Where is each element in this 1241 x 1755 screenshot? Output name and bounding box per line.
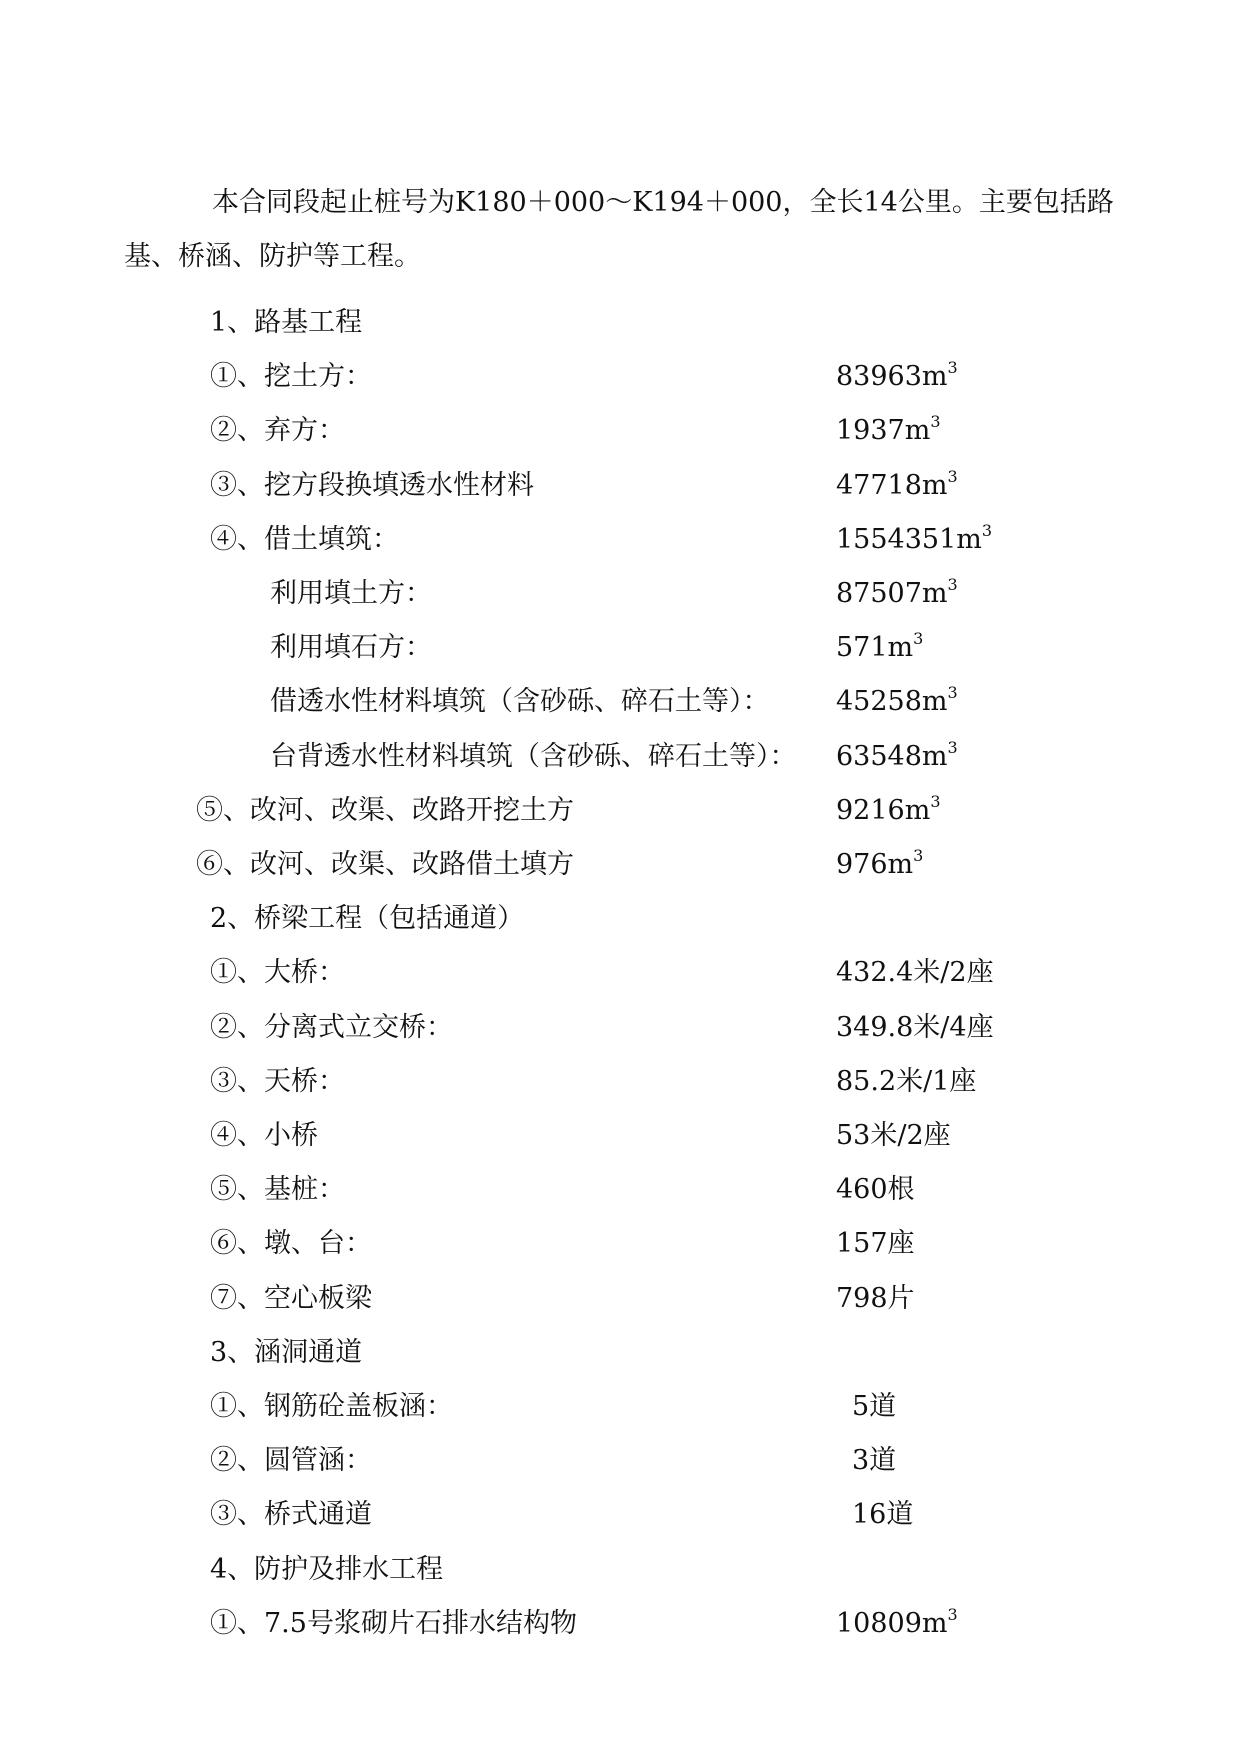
item-quantity: 9216m	[836, 794, 931, 826]
unit-exponent: 3	[947, 466, 958, 486]
item-label: ①、挖土方：	[210, 361, 372, 393]
list-item	[0, 1224, 1241, 1264]
list-item	[0, 899, 1241, 939]
item-quantity: 571m	[836, 632, 914, 664]
list-item	[0, 303, 1241, 343]
list-item	[0, 411, 1241, 451]
item-value	[836, 628, 923, 668]
item-quantity: 53米/2座	[836, 1120, 951, 1151]
item-value	[852, 1441, 896, 1481]
item-value	[836, 1116, 951, 1156]
item-label: ⑥、改河、改渠、改路借土填方	[196, 849, 574, 880]
item-label: 3、涵洞通道	[210, 1336, 363, 1368]
list-item	[0, 953, 1241, 993]
item-label: ②、分离式立交桥：	[210, 1011, 453, 1043]
item-quantity: 432.4米/2座	[836, 957, 994, 989]
item-label: 4、防护及排水工程	[210, 1553, 444, 1585]
item-quantity: 85.2米/1座	[836, 1065, 977, 1097]
item-value	[836, 1008, 994, 1048]
item-value	[836, 845, 923, 885]
unit-exponent: 3	[930, 412, 941, 432]
item-label: 1、路基工程	[210, 307, 363, 338]
item-label: ④、借土填筑：	[210, 523, 399, 555]
list-item	[0, 791, 1241, 831]
list-item	[0, 737, 1241, 777]
item-quantity: 3道	[852, 1445, 897, 1477]
item-value	[836, 411, 941, 451]
item-value	[836, 737, 958, 777]
item-value	[836, 520, 992, 560]
item-label: 借透水性材料填筑（含砂砾、碎石土等）：	[270, 686, 770, 718]
list-item	[0, 1279, 1241, 1319]
item-value	[836, 682, 958, 722]
item-value	[852, 1495, 913, 1535]
list-item	[0, 357, 1241, 397]
item-value	[836, 1604, 958, 1644]
unit-exponent: 3	[930, 791, 941, 811]
item-quantity: 349.8米/4座	[836, 1011, 994, 1043]
item-quantity: 157座	[836, 1228, 915, 1260]
unit-exponent: 3	[947, 358, 958, 378]
item-label: ③、桥式通道	[210, 1499, 372, 1531]
unit-exponent: 3	[947, 683, 958, 703]
item-label: ①、7.5号浆砌片石排水结构物	[210, 1607, 577, 1639]
item-label: 利用填石方：	[270, 632, 432, 664]
list-item	[0, 845, 1241, 885]
list-item	[0, 466, 1241, 506]
item-label: ④、小桥	[210, 1120, 318, 1151]
item-label: ②、弃方：	[210, 415, 345, 447]
unit-exponent: 3	[913, 846, 924, 865]
item-quantity: 45258m	[836, 686, 948, 718]
item-value	[836, 1279, 915, 1319]
item-quantity: 83963m	[836, 361, 948, 393]
item-label: 2、桥梁工程（包括通道）	[210, 903, 525, 935]
unit-exponent: 3	[913, 629, 924, 649]
list-item	[0, 682, 1241, 722]
unit-exponent: 3	[981, 520, 993, 540]
item-quantity: 47718m	[836, 469, 948, 501]
item-value	[836, 357, 958, 397]
item-quantity: 10809m	[836, 1607, 948, 1639]
list-item	[0, 1170, 1241, 1210]
item-label: ⑤、改河、改渠、改路开挖土方	[196, 794, 574, 826]
unit-exponent: 3	[947, 1604, 958, 1624]
item-value	[836, 466, 958, 506]
list-item	[0, 1333, 1241, 1373]
item-value	[836, 1224, 915, 1264]
intro-paragraph: 本合同段起止桩号为K180＋000～K194＋000，全长14公里。主要包括路基、桥涵、防护等工程。	[124, 187, 1114, 272]
item-quantity: 63548m	[836, 740, 948, 772]
item-label: ③、天桥：	[210, 1065, 345, 1097]
list-item	[0, 1387, 1241, 1427]
item-quantity: 1937m	[836, 415, 931, 447]
item-label: ①、大桥：	[210, 957, 345, 989]
list-item	[0, 628, 1241, 668]
item-quantity: 976m	[836, 849, 914, 880]
item-label: ⑦、空心板梁	[210, 1282, 372, 1314]
item-value	[836, 791, 941, 831]
list-item	[0, 1062, 1241, 1102]
list-item	[0, 1495, 1241, 1535]
item-value	[836, 574, 958, 614]
item-label: ①、钢筋砼盖板涵：	[210, 1391, 453, 1422]
item-label: ③、挖方段换填透水性材料	[210, 469, 534, 501]
list-item	[0, 1116, 1241, 1156]
item-quantity: 5道	[852, 1391, 897, 1422]
list-item	[0, 1008, 1241, 1048]
item-label: ⑥、墩、台：	[210, 1228, 372, 1260]
list-item	[0, 1441, 1241, 1481]
item-label: 利用填土方：	[270, 578, 432, 609]
item-label: ②、圆管涵：	[210, 1445, 372, 1477]
item-quantity: 798片	[836, 1282, 915, 1314]
unit-exponent: 3	[947, 575, 958, 594]
list-item	[0, 520, 1241, 560]
unit-exponent: 3	[947, 737, 958, 757]
item-value	[836, 1170, 915, 1210]
item-quantity: 460根	[836, 1174, 915, 1206]
item-value	[836, 1062, 976, 1102]
item-label: 台背透水性材料填筑（含砂砾、碎石土等）：	[270, 740, 797, 772]
item-value	[852, 1387, 896, 1427]
item-quantity: 87507m	[836, 578, 948, 609]
item-quantity: 1554351m	[836, 523, 982, 555]
item-value	[836, 953, 994, 993]
list-item	[0, 1550, 1241, 1590]
item-quantity: 16道	[852, 1499, 914, 1531]
item-label: ⑤、基桩：	[210, 1174, 345, 1206]
list-item	[0, 1604, 1241, 1644]
list-item	[0, 574, 1241, 614]
